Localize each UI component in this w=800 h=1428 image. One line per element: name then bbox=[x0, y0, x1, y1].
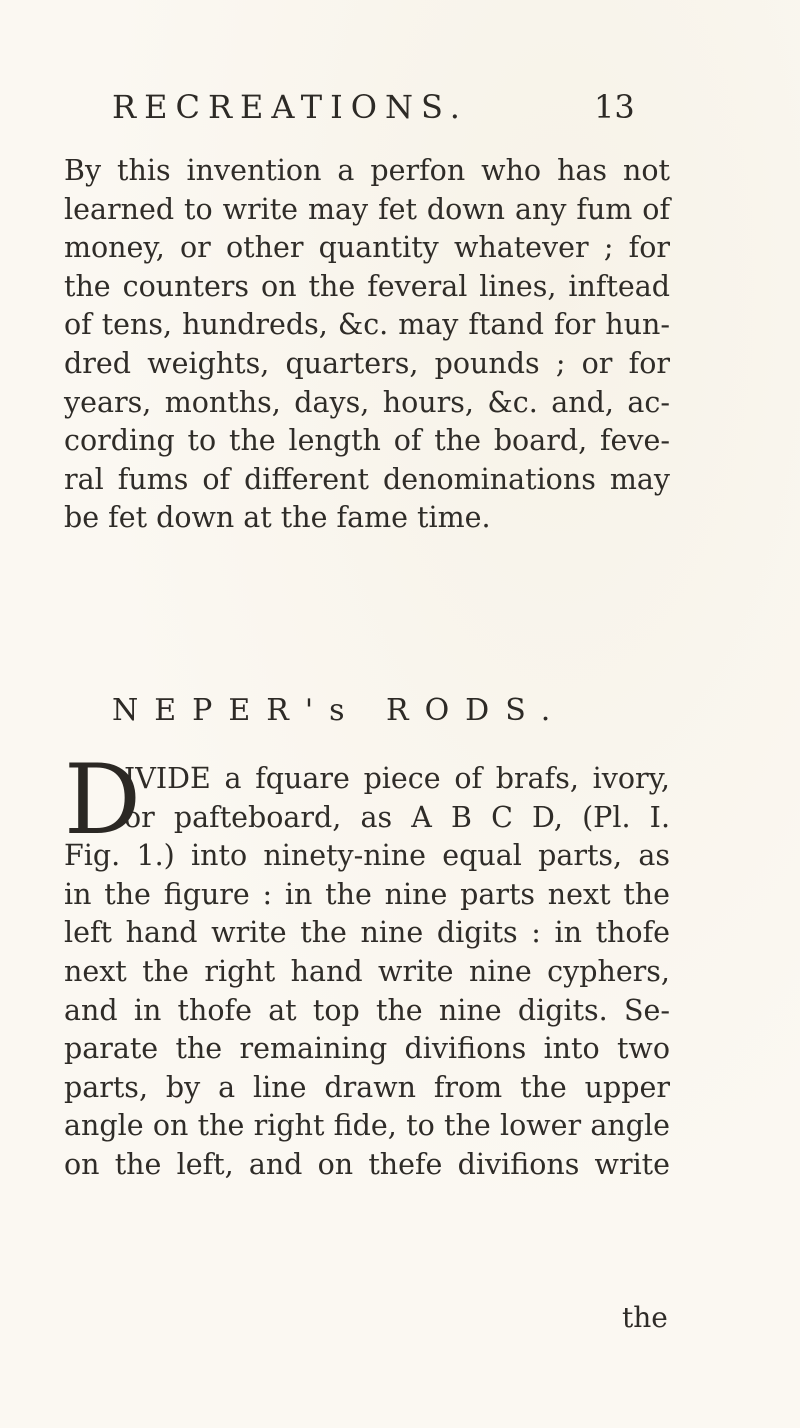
text-line: ral fums of different denominations may bbox=[64, 462, 670, 496]
text-line: parate the remaining divifions into two bbox=[64, 1032, 670, 1066]
text-line: dred weights, quarters, pounds ; or for bbox=[64, 346, 670, 380]
text-line: be fet down at the fame time. bbox=[64, 501, 491, 535]
text-line: money, or other quantity whatever ; for bbox=[64, 231, 670, 265]
text-line: angle on the right fide, to the lower angle bbox=[64, 1109, 670, 1143]
paragraph-1 bbox=[64, 152, 670, 538]
text-line: of tens, hundreds, &c. may ftand for hun- bbox=[64, 308, 670, 342]
text-line: left hand write the nine digits : in thofe bbox=[64, 916, 670, 950]
running-title: RECREATIONS. bbox=[112, 88, 468, 126]
text-line: and in thofe at top the nine digits. Se- bbox=[64, 993, 670, 1027]
page-number: 13 bbox=[594, 88, 635, 126]
catchword: the bbox=[622, 1301, 668, 1334]
text-line: Fig. 1.) into ninety-nine equal parts, as bbox=[64, 839, 670, 873]
running-head bbox=[112, 58, 672, 126]
text-line: or pafteboard, as A B C D, (Pl. I. bbox=[124, 800, 670, 834]
drop-cap: D bbox=[64, 744, 141, 856]
text-line: parts, by a line drawn from the upper bbox=[64, 1070, 670, 1104]
text-line: on the left, and on thefe divifions write bbox=[64, 1147, 670, 1181]
section-heading: NEPER's RODS. bbox=[112, 693, 567, 728]
text-line: in the figure : in the nine parts next the bbox=[64, 877, 670, 911]
text-line: learned to write may fet down any fum of bbox=[64, 192, 670, 226]
paragraph-2 bbox=[64, 744, 670, 1185]
text-line: years, months, days, hours, &c. and, ac- bbox=[64, 385, 670, 419]
text-line: the counters on the feveral lines, inftead bbox=[64, 269, 670, 303]
text-line: IVIDE a fquare piece of brafs, ivory, bbox=[124, 762, 670, 795]
text-line: cording to the length of the board, feve- bbox=[64, 424, 670, 458]
text-line: By this invention a perfon who has not bbox=[64, 154, 670, 187]
text-line: next the right hand write nine cyphers, bbox=[64, 954, 670, 988]
